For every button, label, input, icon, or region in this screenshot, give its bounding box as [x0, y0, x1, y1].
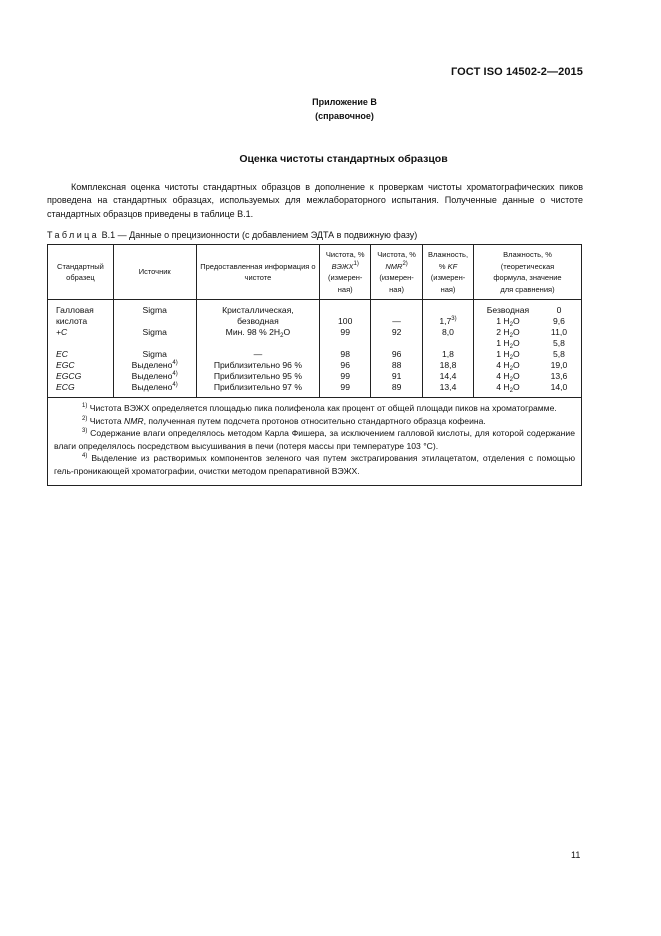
header-purity-nmr: Чистота, % NMR$^{2)}$ (измерен- ная) — [371, 245, 423, 300]
sample-egcg: EGCG — [56, 371, 82, 381]
annex-subtitle: (справочное) — [315, 111, 374, 121]
purity-hplc-column: 100 99 98 96 99 99 — [320, 300, 371, 398]
header-moisture-kf: Влажность, % KF (измерен- ная) — [423, 245, 474, 300]
annex-heading — [0, 95, 661, 123]
sample-column: Галловая кислота +C EC EGC EGCG ECG — [48, 300, 114, 398]
header-sample: Стандартный образец — [48, 245, 114, 300]
table-caption: Таблица В.1 — Данные о прецизионности (с добавлением ЭДТА в подвижную фазу) — [47, 230, 418, 240]
footnote-3: $^{3)}$ Содержание влаги определялось методом Карла Фишера, за исключением галловой кислоты, для которой содержание влаги определялось посредством высушивания в печи (потеря массы при температуре 103 °С). — [54, 428, 575, 451]
intro-paragraph: Комплексная оценка чистоты стандартных образцов в дополнение к проверкам чистоты хроматографических пиков проведена на стандартных образцах, используемых для межлабораторного испытания. Полученные данные о чистоте стандартных образцов приведены в таблице В.1. — [47, 182, 583, 219]
header-info: Предоставленная информация о чистоте — [196, 245, 320, 300]
section-title: Оценка чистоты стандартных образцов — [239, 153, 448, 165]
purity-nmr-column: — 92 96 88 91 89 — [371, 300, 423, 398]
moisture-kf-column: 1,7$^{3)}$ 8,0 1,8 18,8 14,4 13,4 — [423, 300, 474, 398]
purity-table — [47, 244, 582, 486]
footnote-4: $^{4)}$ Выделение из растворимых компонентов зеленого чая путем экстрагирования этилацетатом, отделения с помощью гель-проникающей хроматографии, очистки методом препаративной ВЭЖХ. — [54, 453, 576, 476]
standard-designation: ГОСТ ISO 14502-2—2015 — [450, 66, 583, 78]
table-notes — [48, 398, 582, 486]
table-header-row — [48, 245, 582, 300]
sample-c: +C — [56, 327, 68, 337]
moisture-theoretical-column: Безводная 0 1 $H_2O$ 9,6 2 $H_2O$ 11,0 1 $H_2O$ 5,8 1 $H_2O$ 5,8 4 $H_2O$ 19,0 4 $H_2O$ 13,6 4 $H_2O$ 14,0 — [473, 300, 581, 398]
table-body-row — [48, 300, 582, 398]
source-column: Sigma Sigma Sigma Выделено$^{4)}$ Выделено$^{4)}$ Выделено$^{4)}$ — [113, 300, 196, 398]
sample-ecg: ECG — [56, 382, 75, 392]
sample-gallic: Галловая — [56, 305, 94, 315]
sample-egc: EGC — [56, 360, 75, 370]
header-purity-hplc: Чистота, % ВЭЖХ$^{1)}$ (измерен- ная) — [320, 245, 371, 300]
info-column: Кристаллическая, безводная Мин. 98 % $2H_2O$ — Приблизительно 96 % Приблизительно 95 % Приблизительно 97 % — [196, 300, 320, 398]
annex-title: Приложение В — [312, 97, 377, 107]
header-source: Источник — [113, 245, 196, 300]
sample-ec: EC — [56, 349, 68, 359]
footnote-1: $^{1)}$ Чистота ВЭЖХ определяется площадью пика полифенола как процент от общей площади пиков на хроматограмме. — [82, 403, 557, 413]
footnote-2: $^{2)}$ Чистота NMR, полученная путем подсчета протонов относительно стандартного образца кофеина. — [82, 415, 486, 426]
header-moisture-theoretical: Влажность, % (теоретическая формула, значение для сравнения) — [473, 245, 581, 300]
table-notes-row — [48, 398, 582, 486]
page-number: 11 — [571, 850, 581, 860]
